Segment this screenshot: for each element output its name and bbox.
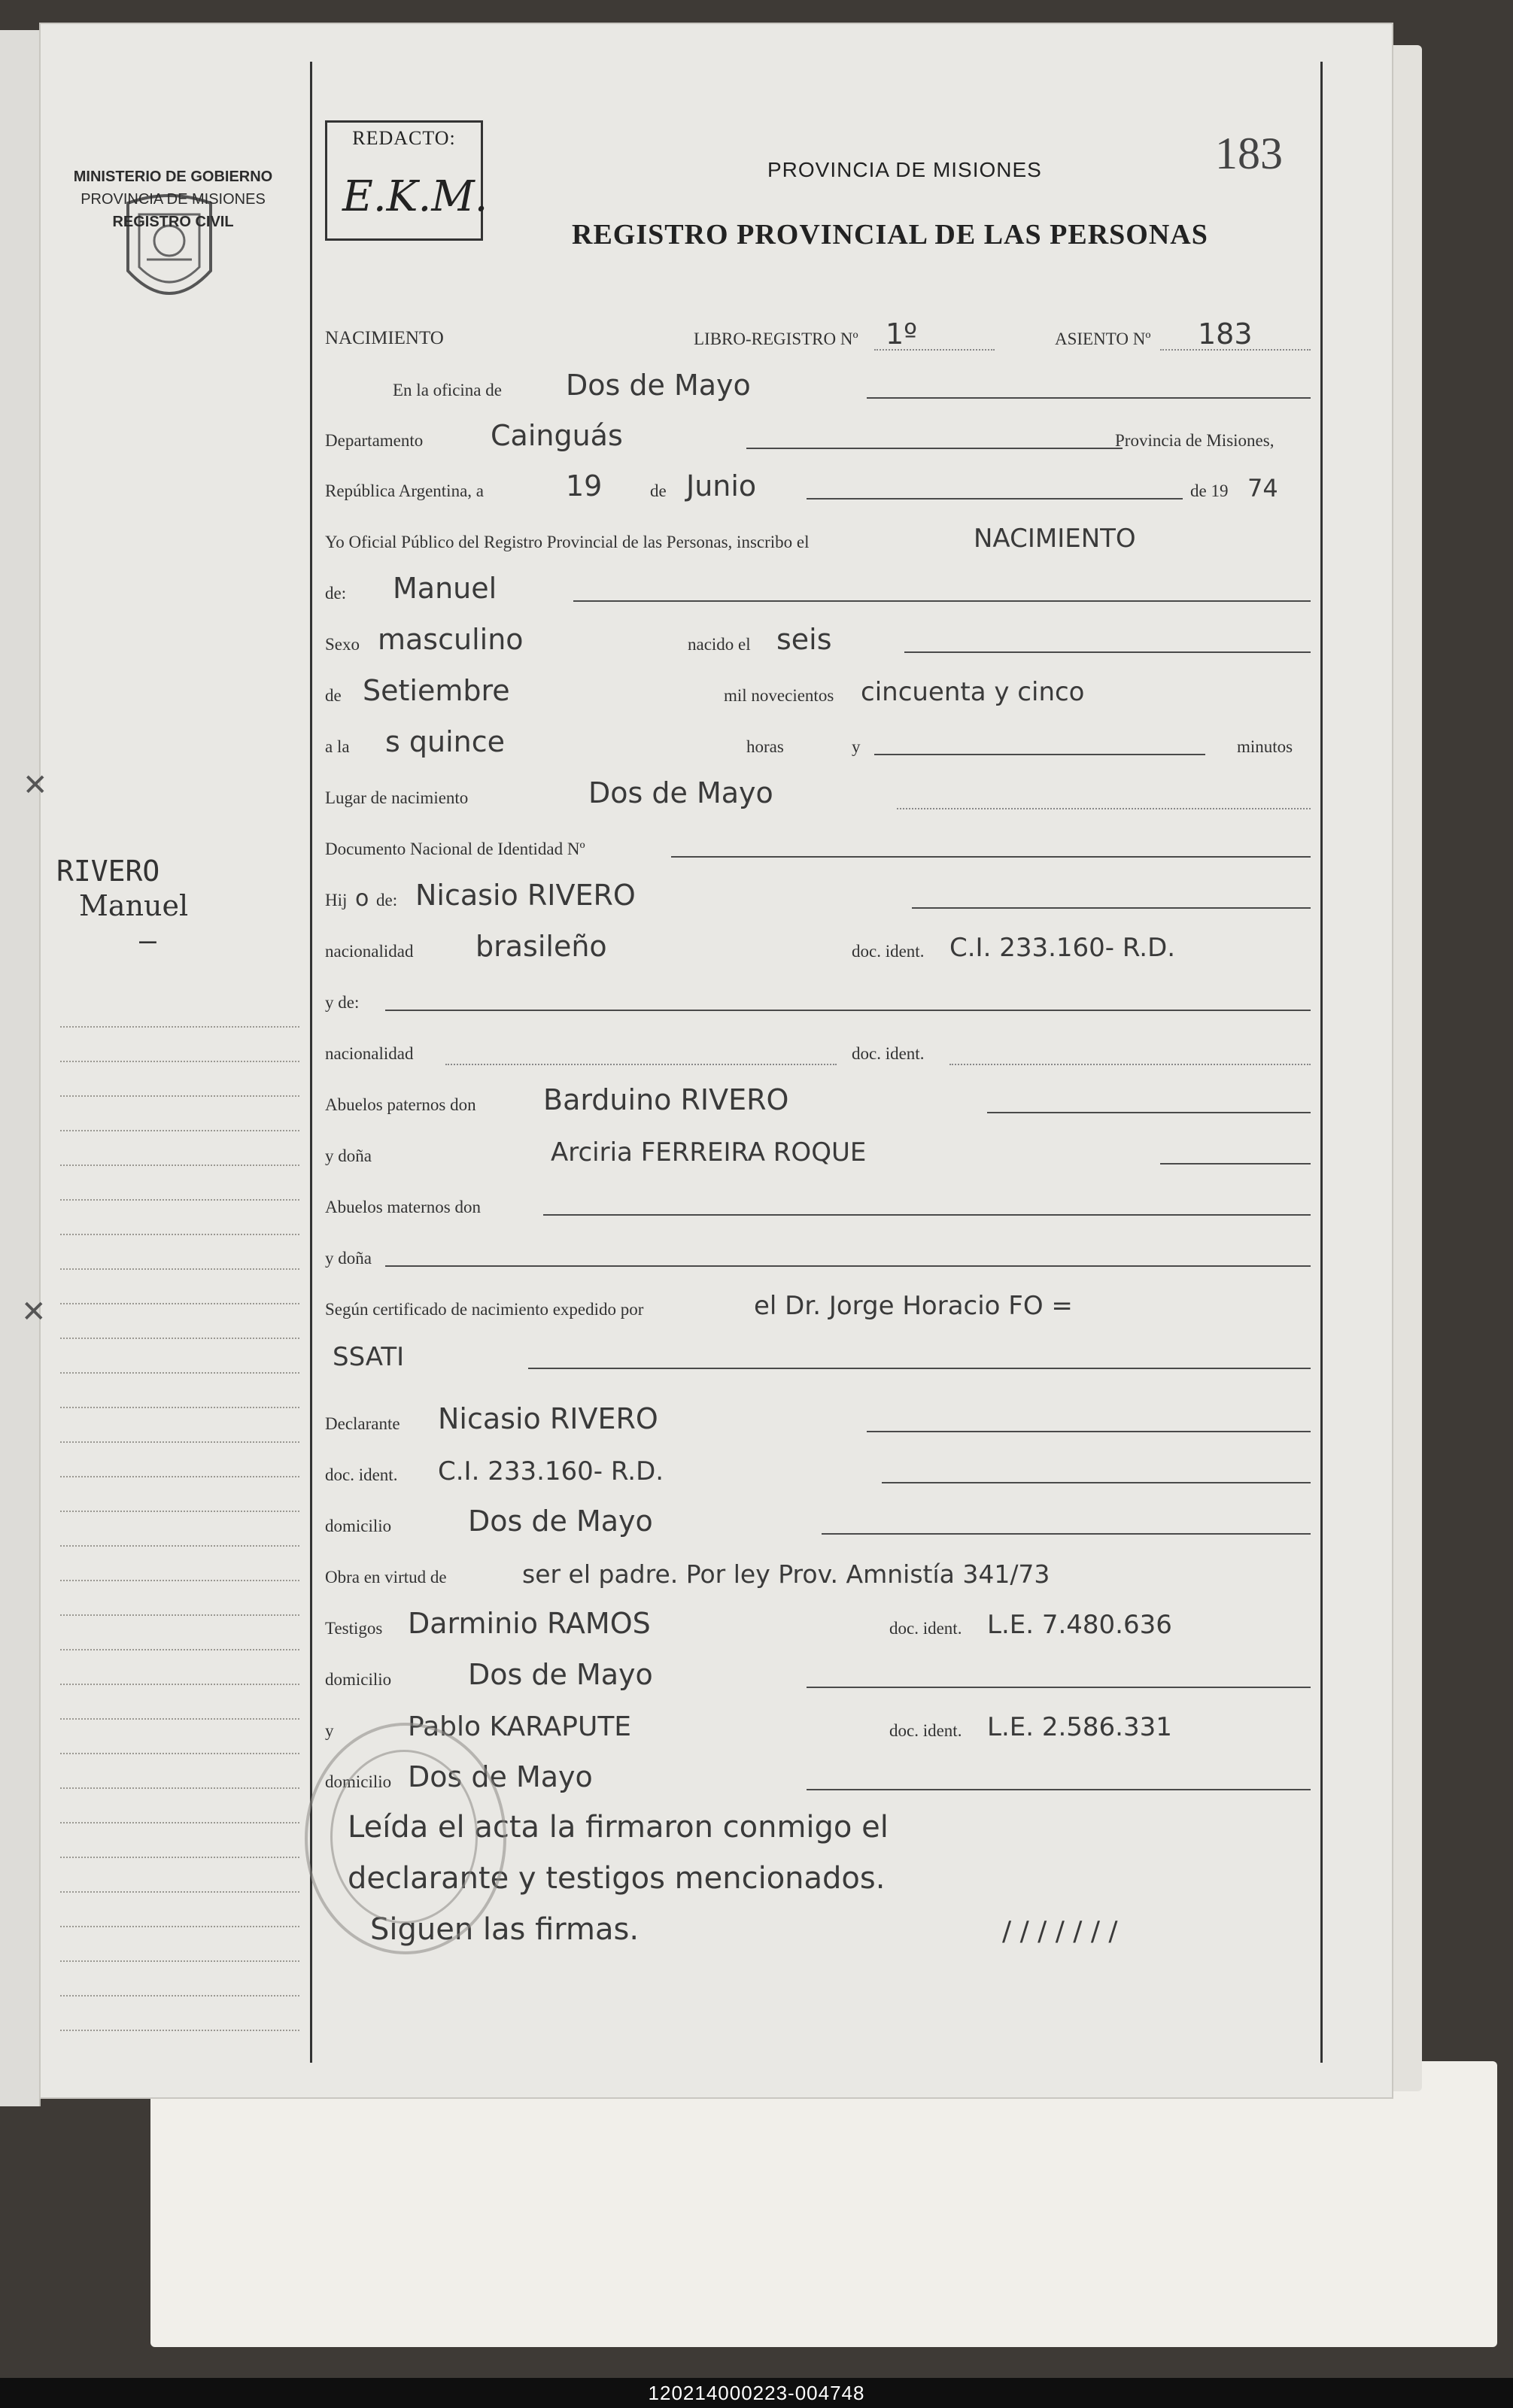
row-nacionalidad-padre <box>325 928 1311 967</box>
doc-ident-label: doc. ident. <box>852 942 925 961</box>
left-page-edge <box>0 30 41 2106</box>
hijo-label: Hij <box>325 891 348 909</box>
domicilio2-label: domicilio <box>325 1670 392 1689</box>
minutos-label: minutos <box>1237 737 1293 756</box>
page-number: 183 <box>1215 129 1283 178</box>
stitch-mark-icon: ✕ <box>21 1295 47 1328</box>
margin-ruled-lines <box>60 993 299 2031</box>
closing-line-2: declarante y testigos mencionados. <box>348 1861 886 1896</box>
asiento-label: ASIENTO Nº <box>1055 329 1151 348</box>
testigo2-doc-value: L.E. 2.586.331 <box>987 1712 1172 1742</box>
row-hora <box>325 724 1311 763</box>
padre-nac-value: brasileño <box>475 930 607 963</box>
redacto-label: REDACTO: <box>352 127 456 149</box>
y-dona-label: y doña <box>325 1146 372 1165</box>
row-y-de <box>325 979 1311 1019</box>
row-sexo <box>325 621 1311 660</box>
row-testigo2 <box>325 1708 1311 1747</box>
testigo2-doc-label: doc. ident. <box>889 1721 962 1740</box>
doc-ident2-label: doc. ident. <box>852 1044 925 1063</box>
row-oficial <box>325 519 1311 558</box>
row-nacionalidad-madre <box>325 1031 1311 1070</box>
sexo-label: Sexo <box>325 635 360 654</box>
provincia-suffix: Provincia de Misiones, <box>1115 431 1275 450</box>
nombre-value: Manuel <box>393 572 497 605</box>
ministry-line1: MINISTERIO DE GOBIERNO <box>73 169 273 185</box>
republica-label: República Argentina, a <box>325 481 484 500</box>
testigo1-value: Darminio RAMOS <box>408 1607 651 1640</box>
row-departamento <box>325 418 1311 457</box>
row-abuela-materna <box>325 1235 1311 1274</box>
mes-nac-value: Setiembre <box>363 674 510 707</box>
margin-note: RIVERO Manuel — <box>56 855 189 957</box>
margin-note-name: Manuel <box>79 889 189 922</box>
certificado-label: Según certificado de nacimiento expedido por <box>325 1300 644 1319</box>
obra-value: ser el padre. Por ley Prov. Amnistía 341/73 <box>522 1559 1050 1589</box>
row-nombre <box>325 570 1311 609</box>
declarante-label: Declarante <box>325 1414 400 1433</box>
mil-label: mil novecientos <box>724 686 834 705</box>
row-abuela-paterna <box>325 1133 1311 1172</box>
lugar-label: Lugar de nacimiento <box>325 788 469 807</box>
y-label: y <box>852 737 861 756</box>
margin-note-surname: RIVERO <box>56 855 160 888</box>
libro-label: LIBRO-REGISTRO Nº <box>694 329 858 348</box>
ministry-line2: PROVINCIA DE MISIONES <box>81 191 266 208</box>
abuelos-mat-label: Abuelos maternos don <box>325 1198 481 1216</box>
domicilio2-value: Dos de Mayo <box>468 1658 653 1691</box>
de2-label: de <box>325 686 342 705</box>
row-oficina <box>325 367 1311 406</box>
row-abuelo-paterno <box>325 1082 1311 1121</box>
inscribo-value: NACIMIENTO <box>974 524 1136 554</box>
asiento-value: 183 <box>1198 317 1253 351</box>
closing-line-3: Siguen las firmas. <box>370 1912 640 1947</box>
y2-label: y <box>325 1721 334 1740</box>
testigos-label: Testigos <box>325 1619 383 1638</box>
dni-label: Documento Nacional de Identidad Nº <box>325 840 585 858</box>
province-heading: PROVINCIA DE MISIONES <box>767 158 1042 181</box>
anio-value: 74 <box>1247 474 1278 503</box>
row-libro <box>325 316 1311 355</box>
certificado-cont: SSATI <box>333 1342 405 1372</box>
row-certificado <box>325 1286 1311 1325</box>
libro-value: 1º <box>886 317 918 351</box>
oficina-label: En la oficina de <box>393 381 502 399</box>
closing-marks: / / / / / / / <box>1002 1916 1118 1947</box>
oficial-text: Yo Oficial Público del Registro Provincial de las Personas, inscribo el <box>325 533 810 551</box>
domicilio3-value: Dos de Mayo <box>408 1760 593 1793</box>
redacto-box <box>325 120 488 241</box>
y-dona2-label: y doña <box>325 1249 372 1268</box>
lugar-value: Dos de Mayo <box>588 776 773 809</box>
redacto-signature: E.K.M. <box>342 172 488 221</box>
testigo1-doc-value: L.E. 7.480.636 <box>987 1610 1172 1640</box>
nacionalidad-label: nacionalidad <box>325 942 414 961</box>
de-label: de <box>650 481 667 500</box>
row-declarante-doc <box>325 1452 1311 1491</box>
de-anio-label: de 19 <box>1190 481 1229 500</box>
domicilio-label: domicilio <box>325 1517 392 1535</box>
row-lugar <box>325 775 1311 814</box>
horas-label: horas <box>746 737 784 756</box>
hora-value: s quince <box>385 725 505 758</box>
row-dni <box>325 826 1311 865</box>
row-fecha <box>325 468 1311 507</box>
declarante-value: Nicasio RIVERO <box>438 1402 658 1435</box>
domicilio3-label: domicilio <box>325 1772 392 1791</box>
decl-doc-value: C.I. 233.160- R.D. <box>438 1456 664 1486</box>
row-domicilio2 <box>325 1656 1311 1696</box>
oficina-value: Dos de Mayo <box>566 369 751 402</box>
nacimiento-label: NACIMIENTO <box>325 328 444 348</box>
y-de-label: y de: <box>325 993 360 1012</box>
ministry-heading <box>30 165 316 233</box>
anio-nac-value: cincuenta y cinco <box>861 677 1085 707</box>
padre-doc-value: C.I. 233.160- R.D. <box>949 933 1176 963</box>
row-certificado-cont <box>325 1338 1311 1377</box>
obra-label: Obra en virtud de <box>325 1568 447 1587</box>
testigo1-doc-label: doc. ident. <box>889 1619 962 1638</box>
ala-label: a la <box>325 737 350 756</box>
background-card <box>150 2061 1497 2347</box>
row-declarante <box>325 1401 1311 1440</box>
abuela-pat-value: Arciria FERREIRA ROQUE <box>551 1137 867 1168</box>
nacido-label: nacido el <box>688 635 751 654</box>
row-abuelo-materno <box>325 1184 1311 1223</box>
certificado-value: el Dr. Jorge Horacio FO = <box>754 1291 1073 1321</box>
sexo-value: masculino <box>378 623 524 656</box>
row-domicilio <box>325 1503 1311 1542</box>
nacido-value: seis <box>776 623 832 656</box>
row-obra <box>325 1554 1311 1593</box>
row-testigo1 <box>325 1605 1311 1644</box>
mes-value: Junio <box>686 469 757 503</box>
domicilio-value: Dos de Mayo <box>468 1505 653 1538</box>
abuelo-pat-value: Barduino RIVERO <box>543 1083 789 1116</box>
dia-value: 19 <box>566 469 603 503</box>
registry-stamp <box>305 1723 506 1954</box>
padre-value: Nicasio RIVERO <box>415 879 636 912</box>
departamento-value: Cainguás <box>491 419 623 452</box>
image-caption: 120214000223-004748 <box>0 2378 1513 2408</box>
row-hijo <box>325 877 1311 916</box>
decl-doc-label: doc. ident. <box>325 1465 398 1484</box>
departamento-label: Departamento <box>325 431 424 450</box>
hijo-de-label: de: <box>376 891 398 909</box>
registry-title: REGISTRO PROVINCIAL DE LAS PERSONAS <box>572 219 1208 251</box>
nacionalidad2-label: nacionalidad <box>325 1044 414 1063</box>
de-nombre-label: de: <box>325 584 347 603</box>
stitch-mark-icon: ✕ <box>23 768 48 802</box>
abuelos-pat-label: Abuelos paternos don <box>325 1095 476 1114</box>
closing-line-1: Leída el acta la firmaron conmigo el <box>348 1810 889 1845</box>
testigo2-value: Pablo KARAPUTE <box>408 1711 632 1742</box>
hijo-o: o <box>355 885 369 912</box>
row-mes-nacimiento <box>325 673 1311 712</box>
ministry-line3: REGISTRO CIVIL <box>112 214 234 230</box>
